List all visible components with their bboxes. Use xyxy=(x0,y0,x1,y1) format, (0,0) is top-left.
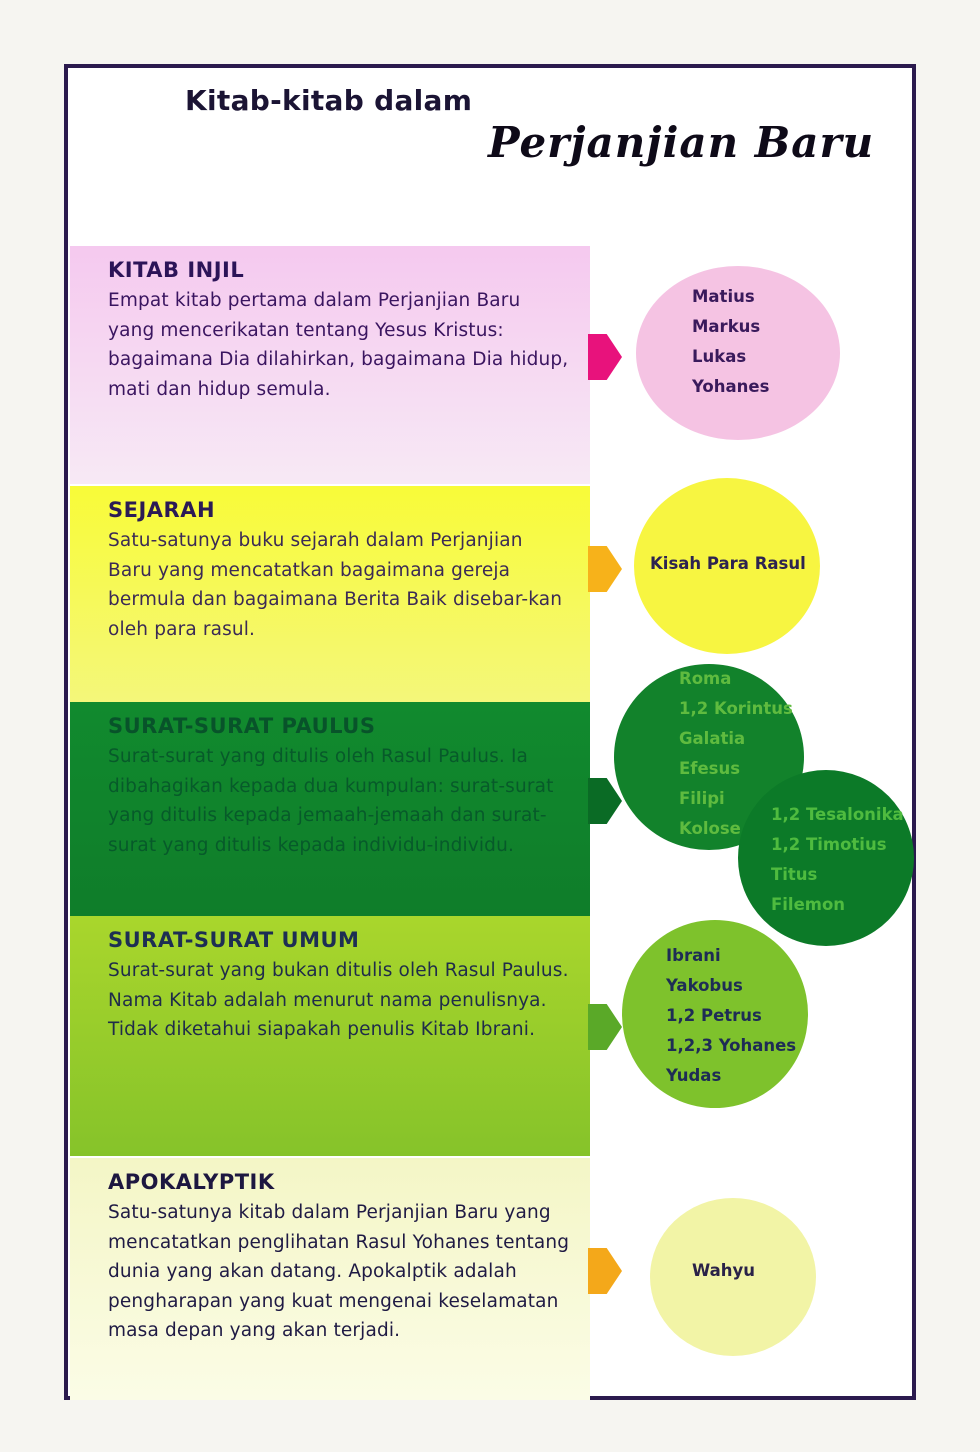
book-item: 1,2 Tesalonika xyxy=(771,805,904,824)
book-item: Titus xyxy=(771,865,818,884)
book-item: Kolose xyxy=(679,819,741,838)
section-heading: SURAT-SURAT PAULUS xyxy=(108,714,376,738)
section-heading: KITAB INJIL xyxy=(108,258,245,282)
book-item: Yakobus xyxy=(666,976,743,995)
section-description: Satu-satunya buku sejarah dalam Perjanjian Baru yang mencatatkan bagaimana gereja bermula dan bagaimana Berita Baik disebar-kan oleh para rasul. xyxy=(108,530,563,640)
book-list-injil xyxy=(692,282,769,402)
book-item: Matius xyxy=(692,287,755,306)
book-item: 1,2 Korintus xyxy=(679,699,793,718)
book-item: Galatia xyxy=(679,729,746,748)
section-description: Surat-surat yang bukan ditulis oleh Rasul Paulus. Nama Kitab adalah menurut nama penulisnya. Tidak diketahui siapakah penulis Kitab Ibrani. xyxy=(108,960,569,1040)
section-sejarah xyxy=(70,486,590,702)
section-description: Empat kitab pertama dalam Perjanjian Baru yang mencerikatan tentang Yesus Kristus: bagaimana Dia dilahirkan, bagaimana Dia hidup, mati dan hidup semula. xyxy=(108,290,569,400)
book-item: Efesus xyxy=(679,759,741,778)
book-item: Filipi xyxy=(679,789,725,808)
book-list-sejarah xyxy=(650,549,806,579)
book-list-umum xyxy=(666,941,796,1091)
book-list-apokalyptik xyxy=(692,1256,755,1286)
section-heading: SEJARAH xyxy=(108,498,216,522)
section-heading: APOKALYPTIK xyxy=(108,1170,275,1194)
section-description: Surat-surat yang ditulis oleh Rasul Paulus. Ia dibahagikan kepada dua kumpulan: surat-surat yang ditulis kepada jemaah-jemaah dan surat-surat yang ditulis kepada individu-individu. xyxy=(108,746,554,856)
book-item: 1,2 Petrus xyxy=(666,1006,762,1025)
book-item: Yohanes xyxy=(692,377,770,396)
title-line-1: Kitab-kitab dalam xyxy=(185,84,473,117)
book-item: Lukas xyxy=(692,347,747,366)
book-item: 1,2,3 Yohanes xyxy=(666,1036,797,1055)
section-apokalyptik xyxy=(70,1158,590,1400)
book-item: Markus xyxy=(692,317,761,336)
section-description: Satu-satunya kitab dalam Perjanjian Baru yang mencatatkan penglihatan Rasul Yohanes tentang dunia yang akan datang. Apokalptik adalah pengharapan yang kuat mengenai keselamatan masa depan yang akan terjadi. xyxy=(108,1202,570,1341)
book-list-paulus-individu xyxy=(771,800,904,920)
section-surat-paulus xyxy=(70,702,590,916)
title-line-2: Perjanjian Baru xyxy=(488,118,875,167)
book-item: Filemon xyxy=(771,895,846,914)
book-item: 1,2 Timotius xyxy=(771,835,887,854)
book-item: Wahyu xyxy=(692,1261,755,1280)
book-item: Roma xyxy=(679,669,732,688)
section-heading: SURAT-SURAT UMUM xyxy=(108,928,360,952)
book-item: Ibrani xyxy=(666,946,721,965)
section-kitab-injil xyxy=(70,246,590,484)
section-surat-umum xyxy=(70,916,590,1156)
book-item: Kisah Para Rasul xyxy=(650,554,806,573)
book-item: Yudas xyxy=(666,1066,722,1085)
